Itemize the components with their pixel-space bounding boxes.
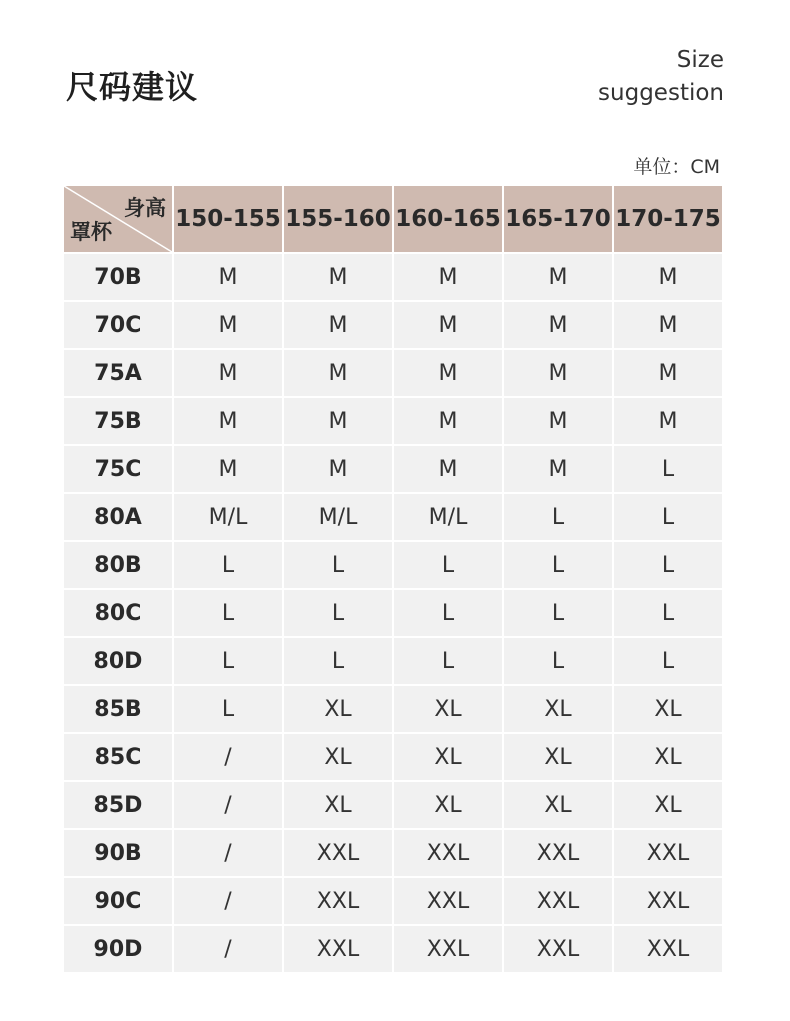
- header-row: [63, 185, 723, 253]
- size-cell: M: [393, 301, 503, 349]
- cup-size-cell: 80C: [63, 589, 173, 637]
- corner-cell: [63, 185, 173, 253]
- size-cell: XXL: [283, 877, 393, 925]
- cup-size-cell: 80B: [63, 541, 173, 589]
- size-cell: L: [613, 493, 723, 541]
- size-cell: M: [503, 397, 613, 445]
- size-cell: L: [503, 637, 613, 685]
- size-cell: XL: [613, 685, 723, 733]
- size-cell: XXL: [613, 829, 723, 877]
- size-cell: M: [613, 349, 723, 397]
- column-header: 160-165: [393, 185, 503, 253]
- size-cell: L: [613, 589, 723, 637]
- size-cell: XL: [283, 685, 393, 733]
- cup-size-cell: 80D: [63, 637, 173, 685]
- table-row: [63, 829, 723, 877]
- size-cell: M: [503, 301, 613, 349]
- size-cell: M: [613, 397, 723, 445]
- size-cell: L: [283, 541, 393, 589]
- size-cell: M: [283, 253, 393, 301]
- size-table: [62, 184, 724, 974]
- table-row: [63, 349, 723, 397]
- subtitle-line-2: suggestion: [598, 80, 724, 106]
- size-cell: M: [393, 397, 503, 445]
- cup-size-cell: 75A: [63, 349, 173, 397]
- cup-size-cell: 90C: [63, 877, 173, 925]
- table-row: [63, 877, 723, 925]
- page-title: 尺码建议: [66, 68, 199, 106]
- page-subtitle: [598, 44, 724, 110]
- size-cell: M: [613, 253, 723, 301]
- size-cell: M/L: [393, 493, 503, 541]
- size-cell: L: [503, 589, 613, 637]
- size-cell: L: [283, 589, 393, 637]
- size-cell: L: [173, 685, 283, 733]
- table-row: [63, 253, 723, 301]
- size-cell: M: [173, 397, 283, 445]
- table-row: [63, 781, 723, 829]
- size-cell: XL: [283, 733, 393, 781]
- table-row: [63, 925, 723, 973]
- subtitle-line-1: Size: [676, 47, 724, 73]
- size-cell: M: [503, 445, 613, 493]
- table-row: [63, 301, 723, 349]
- size-cell: XL: [503, 781, 613, 829]
- size-cell: XL: [503, 685, 613, 733]
- unit-label: 单位：CM: [633, 156, 720, 178]
- size-cell: XL: [393, 685, 503, 733]
- size-cell: M: [503, 253, 613, 301]
- size-cell: /: [173, 781, 283, 829]
- cup-size-cell: 70C: [63, 301, 173, 349]
- size-cell: XL: [613, 781, 723, 829]
- size-cell: M: [173, 253, 283, 301]
- size-cell: M: [393, 445, 503, 493]
- size-cell: /: [173, 877, 283, 925]
- size-cell: M: [613, 301, 723, 349]
- size-cell: XXL: [283, 829, 393, 877]
- table-row: [63, 685, 723, 733]
- size-cell: M: [393, 349, 503, 397]
- size-cell: L: [503, 541, 613, 589]
- cup-size-cell: 90B: [63, 829, 173, 877]
- size-cell: M/L: [283, 493, 393, 541]
- size-cell: L: [503, 493, 613, 541]
- size-cell: L: [613, 541, 723, 589]
- table-row: [63, 589, 723, 637]
- size-cell: M: [503, 349, 613, 397]
- table-row: [63, 637, 723, 685]
- cup-size-cell: 85C: [63, 733, 173, 781]
- size-cell: XL: [393, 733, 503, 781]
- cup-size-cell: 80A: [63, 493, 173, 541]
- size-cell: XXL: [283, 925, 393, 973]
- column-header: 170-175: [613, 185, 723, 253]
- table-row: [63, 445, 723, 493]
- size-cell: XXL: [393, 829, 503, 877]
- cup-size-cell: 90D: [63, 925, 173, 973]
- size-cell: M: [283, 301, 393, 349]
- size-cell: /: [173, 733, 283, 781]
- size-cell: M/L: [173, 493, 283, 541]
- corner-label-height: 身高: [124, 196, 166, 220]
- cup-size-cell: 85D: [63, 781, 173, 829]
- table-row: [63, 541, 723, 589]
- size-cell: L: [393, 589, 503, 637]
- size-cell: M: [393, 253, 503, 301]
- size-cell: L: [173, 541, 283, 589]
- size-cell: XXL: [393, 925, 503, 973]
- size-cell: XXL: [503, 829, 613, 877]
- table-header: [63, 185, 723, 253]
- size-cell: XXL: [613, 877, 723, 925]
- size-cell: XXL: [393, 877, 503, 925]
- size-cell: L: [283, 637, 393, 685]
- size-cell: /: [173, 829, 283, 877]
- size-cell: L: [393, 541, 503, 589]
- size-cell: XL: [503, 733, 613, 781]
- corner-label-cup: 罩杯: [70, 220, 112, 244]
- column-header: 150-155: [173, 185, 283, 253]
- size-cell: M: [283, 349, 393, 397]
- size-cell: XXL: [613, 925, 723, 973]
- size-cell: XL: [283, 781, 393, 829]
- size-cell: L: [613, 445, 723, 493]
- column-header: 155-160: [283, 185, 393, 253]
- size-cell: XXL: [503, 925, 613, 973]
- size-cell: /: [173, 925, 283, 973]
- size-cell: M: [173, 349, 283, 397]
- size-cell: M: [283, 397, 393, 445]
- cup-size-cell: 70B: [63, 253, 173, 301]
- size-cell: XL: [393, 781, 503, 829]
- size-cell: M: [173, 301, 283, 349]
- cup-size-cell: 75C: [63, 445, 173, 493]
- size-cell: L: [613, 637, 723, 685]
- table-row: [63, 397, 723, 445]
- size-cell: L: [173, 589, 283, 637]
- size-cell: L: [173, 637, 283, 685]
- cup-size-cell: 85B: [63, 685, 173, 733]
- size-cell: M: [173, 445, 283, 493]
- table-row: [63, 493, 723, 541]
- size-cell: XL: [613, 733, 723, 781]
- size-cell: L: [393, 637, 503, 685]
- table-body: [63, 253, 723, 973]
- table-row: [63, 733, 723, 781]
- size-cell: M: [283, 445, 393, 493]
- size-cell: XXL: [503, 877, 613, 925]
- column-header: 165-170: [503, 185, 613, 253]
- cup-size-cell: 75B: [63, 397, 173, 445]
